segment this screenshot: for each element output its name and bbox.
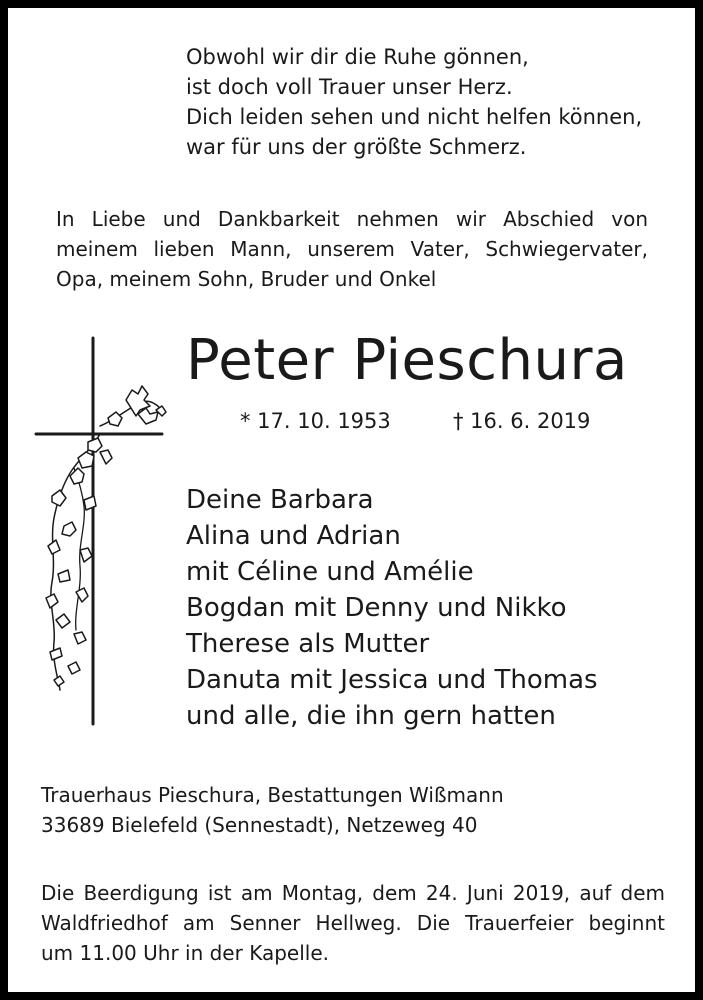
mourner-line: und alle, die ihn gern hatten xyxy=(186,701,556,731)
poem-line: ist doch voll Trauer unser Herz. xyxy=(186,75,513,99)
mourner-line: Deine Barbara xyxy=(186,485,374,515)
birth-date: * 17. 10. 1953 xyxy=(240,409,391,433)
mourner-line: Alina und Adrian xyxy=(186,521,401,551)
poem xyxy=(186,42,642,162)
funeral-details xyxy=(41,878,665,968)
funeral-line: Die Beerdigung ist am Montag, dem 24. Juni 2019, auf dem xyxy=(41,881,665,905)
death-date: † 16. 6. 2019 xyxy=(453,409,591,433)
intro-line: In Liebe und Dankbarkeit nehmen wir Abschied von xyxy=(56,207,648,231)
mourner-line: Danuta mit Jessica und Thomas xyxy=(186,665,598,695)
poem-line: war für uns der größte Schmerz. xyxy=(186,135,527,159)
cross-with-ivy-icon xyxy=(30,330,170,730)
intro-text xyxy=(56,204,648,294)
mourner-line: mit Céline und Amélie xyxy=(186,557,474,587)
poem-line: Dich leiden sehen und nicht helfen können, xyxy=(186,105,643,129)
intro-line: meinem lieben Mann, unserem Vater, Schwiegervater, xyxy=(56,237,648,261)
deceased-name: Peter Pieschura xyxy=(186,328,628,393)
poem-line: Obwohl wir dir die Ruhe gönnen, xyxy=(186,45,529,69)
intro-line: Opa, meinem Sohn, Bruder und Onkel xyxy=(56,267,437,291)
obituary-notice xyxy=(8,8,695,992)
mourners-list xyxy=(186,482,598,734)
mourner-line: Therese als Mutter xyxy=(186,629,430,659)
address-line: Trauerhaus Pieschura, Bestattungen Wißmann xyxy=(41,783,504,807)
funeral-line: Waldfriedhof am Senner Hellweg. Die Trauerfeier beginnt xyxy=(41,911,665,935)
funeral-line: um 11.00 Uhr in der Kapelle. xyxy=(41,941,329,965)
address-line: 33689 Bielefeld (Sennestadt), Netzeweg 40 xyxy=(41,813,478,837)
mourning-house-address xyxy=(41,780,504,840)
mourner-line: Bogdan mit Denny und Nikko xyxy=(186,593,567,623)
